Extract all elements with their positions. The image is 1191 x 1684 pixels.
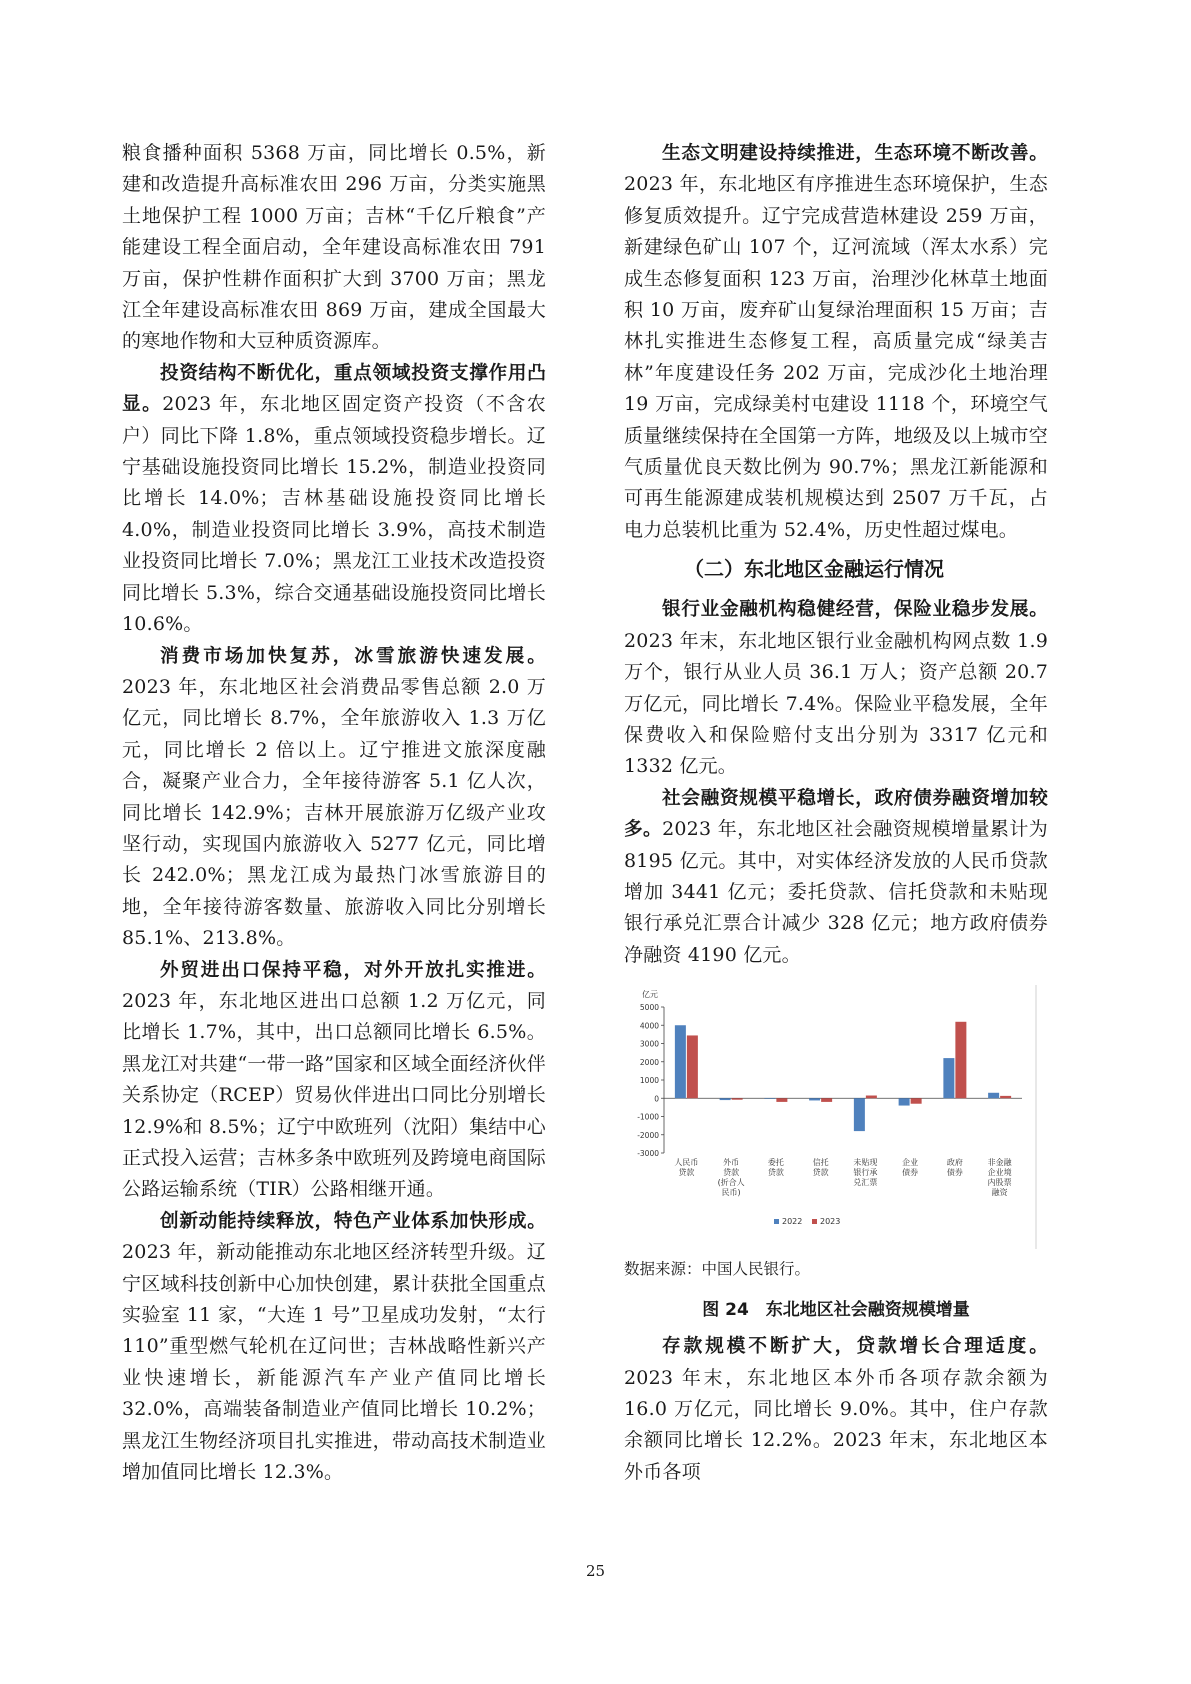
section-heading: （二）东北地区金融运行情况 <box>684 557 944 582</box>
paragraph-text: 2023 年，东北地区社会融资规模增量累计为 8195 亿元。其中，对实体经济发放的人民币贷款增加 3441 亿元；委托贷款、信托贷款和未贴现银行承兑汇票合计减少 328 亿元；地方政府债券净融资 4190 亿元。 <box>624 818 1048 966</box>
bar-2022 <box>943 1058 954 1098</box>
paragraph-lead: 投资结构不断优化，重点领域投资支撑作用凸显。 <box>122 362 546 416</box>
bar-chart-svg <box>624 983 1048 1251</box>
x-category-label: 贷款 <box>812 1168 829 1178</box>
paragraph-lead: 创新动能持续释放，特色产业体系加快形成。 <box>160 1210 546 1232</box>
x-category-label: 非金融 <box>987 1158 1012 1168</box>
x-category-label: 兑汇票 <box>853 1178 878 1188</box>
x-category-label: 信托 <box>812 1158 829 1168</box>
bar-2023 <box>866 1096 877 1099</box>
y-tick-label: -1000 <box>637 1112 659 1122</box>
x-category-label: 债券 <box>902 1168 919 1178</box>
paragraph-lead: 外贸进出口保持平稳，对外开放扎实推进。 <box>160 959 546 981</box>
bar-2022 <box>854 1098 865 1131</box>
y-tick-label: 4000 <box>639 1021 659 1031</box>
x-category-label: 委托 <box>767 1158 784 1168</box>
bar-2023 <box>776 1098 787 1102</box>
x-category-label: 贷款 <box>767 1168 784 1178</box>
bar-2023 <box>911 1098 922 1103</box>
paragraph-lead: 银行业金融机构稳健经营，保险业稳步发展。 <box>662 599 1048 621</box>
bar-2022 <box>675 1025 686 1098</box>
paragraph-lead: 消费市场加快复苏，冰雪旅游快速发展。 <box>160 645 546 667</box>
paragraph-lead: 社会融资规模平稳增长，政府债券融资增加较多。 <box>624 787 1048 841</box>
paragraph-text: 2023 年末，东北地区本外币各项存款余额为 16.0 万亿元，同比增长 9.0%。其中，住户存款余额同比增长 12.2%。2023 年末，东北地区本外币各项 <box>624 1366 1048 1483</box>
x-category-label: 外币 <box>723 1158 740 1168</box>
x-category-label: (折合人 <box>717 1178 745 1188</box>
x-category-label: 民币) <box>721 1188 741 1198</box>
x-category-label: 人民币 <box>674 1158 699 1168</box>
x-category-label: 融资 <box>991 1188 1008 1198</box>
bar-2023 <box>732 1098 743 1099</box>
bar-2023 <box>687 1036 698 1099</box>
y-tick-label: 0 <box>654 1094 659 1104</box>
y-tick-label: 2000 <box>639 1057 659 1067</box>
legend-label: 2022 <box>782 1217 803 1227</box>
paragraph-text: 粮食播种面积 5368 万亩，同比增长 0.5%，新建和改造提升高标准农田 296 万亩，分类实施黑土地保护工程 1000 万亩；吉林“千亿斤粮食”产能建设工程全面启动，全年建设高标准农田 791 万亩，保护性耕作面积扩大到 3700 万亩；黑龙江全年建设高标准农田 869 万亩，建成全国最大的寒地作物和大豆种质资源库。 <box>122 142 546 353</box>
paragraph-text: 2023 年，东北地区社会消费品零售总额 2.0 万亿元，同比增长 8.7%，全年旅游收入 1.3 万亿元，同比增长 2 倍以上。辽宁推进文旅深度融合，凝聚产业合力，全年接待游客 5.1 亿人次，同比增长 142.9%；吉林开展旅游万亿级产业攻坚行动，实现国内旅游收入 5277 亿元，同比增长 242.0%；黑龙江成为最热门冰雪旅游目的地，全年接待游客数量、旅游收入同比分别增长 85.1%、213.8%。 <box>122 675 546 950</box>
x-category-label: 内股票 <box>987 1178 1012 1188</box>
paragraph-deposit <box>624 1331 1048 1488</box>
bar-2022 <box>720 1098 731 1100</box>
paragraph-banking <box>624 594 1048 782</box>
bar-2022 <box>988 1093 999 1098</box>
y-tick-label: -2000 <box>637 1130 659 1140</box>
legend-swatch <box>774 1219 779 1224</box>
x-category-label: 银行承 <box>853 1168 878 1178</box>
x-category-label: 未贴现 <box>853 1158 878 1168</box>
paragraph-lead: 生态文明建设持续推进，生态环境不断改善。 <box>662 143 1048 164</box>
paragraph-text: 2023 年末，东北地区银行业金融机构网点数 1.9 万个，银行从业人员 36.1 万人；资产总额 20.7 万亿元，同比增长 7.4%。保险业平稳发展，全年保费收入和保险赔付支出分别为 3317 亿元和 1332 亿元。 <box>624 629 1048 778</box>
paragraph-trade <box>122 955 546 1206</box>
paragraph-text: 2023 年，东北地区固定资产投资（不含农户）同比下降 1.8%，重点领域投资稳步增长。辽宁基础设施投资同比增长 15.2%，制造业投资同比增长 14.0%；吉林基础设施投资同比增长 4.0%，制造业投资同比增长 3.9%，高技术制造业投资同比增长 7.0%；黑龙江工业技术改造投资同比增长 5.3%，综合交通基础设施投资同比增长 10.6%。 <box>122 393 546 636</box>
bar-2023 <box>821 1098 832 1102</box>
bar-2023 <box>1000 1096 1011 1098</box>
paragraph-grain <box>122 138 546 358</box>
y-tick-label: 3000 <box>639 1039 659 1049</box>
bar-2022 <box>899 1098 910 1105</box>
right-column <box>624 138 1048 1488</box>
paragraph-consumption <box>122 641 546 955</box>
legend-label: 2023 <box>820 1217 841 1227</box>
paragraph-financing <box>624 783 1048 971</box>
y-tick-label: 1000 <box>639 1076 659 1086</box>
paragraph-text: 2023 年，东北地区有序推进生态环境保护，生态修复质效提升。辽宁完成营造林建设 259 万亩，新建绿色矿山 107 个，辽河流域（浑太水系）完成生态修复面积 123 万亩，治理沙化林草土地面积 10 万亩，废弃矿山复绿治理面积 15 万亩；吉林扎实推进生态修复工程，高质量完成“绿美吉林”年度建设任务 202 万亩，完成沙化土地治理 19 万亩，完成绿美村屯建设 1118 个，环境空气质量继续保持在全国第一方阵，地级及以上城市空气质量优良天数比例为 90.7%；黑龙江新能源和可再生能源建成装机规模达到 2507 万千瓦，占电力总装机比重为 52.4%，历史性超过煤电。 <box>624 173 1048 541</box>
x-category-label: 企业 <box>902 1158 919 1168</box>
x-category-label: 政府 <box>946 1158 963 1168</box>
x-category-label: 企业境 <box>987 1168 1012 1178</box>
financing-chart <box>624 983 1048 1251</box>
paragraph-text: 2023 年，新动能推动东北地区经济转型升级。辽宁区域科技创新中心加快创建，累计获批全国重点实验室 11 家，“大连 1 号”卫星成功发射，“太行 110”重型燃气轮机在辽问世；吉林战略性新兴产业快速增长，新能源汽车产业产值同比增长 32.0%，高端装备制造业产值同比增长 10.2%；黑龙江生物经济项目扎实推进，带动高技术制造业增加值同比增长 12.3%。 <box>122 1241 546 1484</box>
x-category-label: 债券 <box>946 1168 963 1178</box>
y-tick-label: -3000 <box>637 1149 659 1159</box>
paragraph-ecology <box>624 138 1048 546</box>
x-category-label: 贷款 <box>723 1168 740 1178</box>
y-tick-label: 5000 <box>639 1003 659 1013</box>
figure-caption: 图 24 东北地区社会融资规模增量 <box>702 1300 970 1321</box>
paragraph-innovation <box>122 1206 546 1489</box>
paragraph-text: 2023 年，东北地区进出口总额 1.2 万亿元，同比增长 1.7%，其中，出口总额同比增长 6.5%。黑龙江对共建“一带一路”国家和区域全面经济伙伴关系协定（RCEP）贸易伙伴进出口同比分别增长 12.9%和 8.5%；辽宁中欧班列（沈阳）集结中心正式投入运营；吉林多条中欧班列及跨境电商国际公路运输系统（TIR）公路相继开通。 <box>122 989 546 1201</box>
left-column <box>122 138 546 1488</box>
paragraph-lead: 存款规模不断扩大，贷款增长合理适度。 <box>662 1336 1048 1358</box>
bar-2022 <box>764 1098 775 1099</box>
chart-source: 数据来源：中国人民银行。 <box>624 1260 811 1279</box>
bar-2023 <box>955 1022 966 1098</box>
paragraph-investment <box>122 358 546 641</box>
bar-2022 <box>809 1098 820 1100</box>
legend-swatch <box>812 1219 817 1224</box>
x-category-label: 贷款 <box>678 1168 695 1178</box>
page-number: 25 <box>585 1562 606 1580</box>
y-unit-label: 亿元 <box>642 990 658 1000</box>
